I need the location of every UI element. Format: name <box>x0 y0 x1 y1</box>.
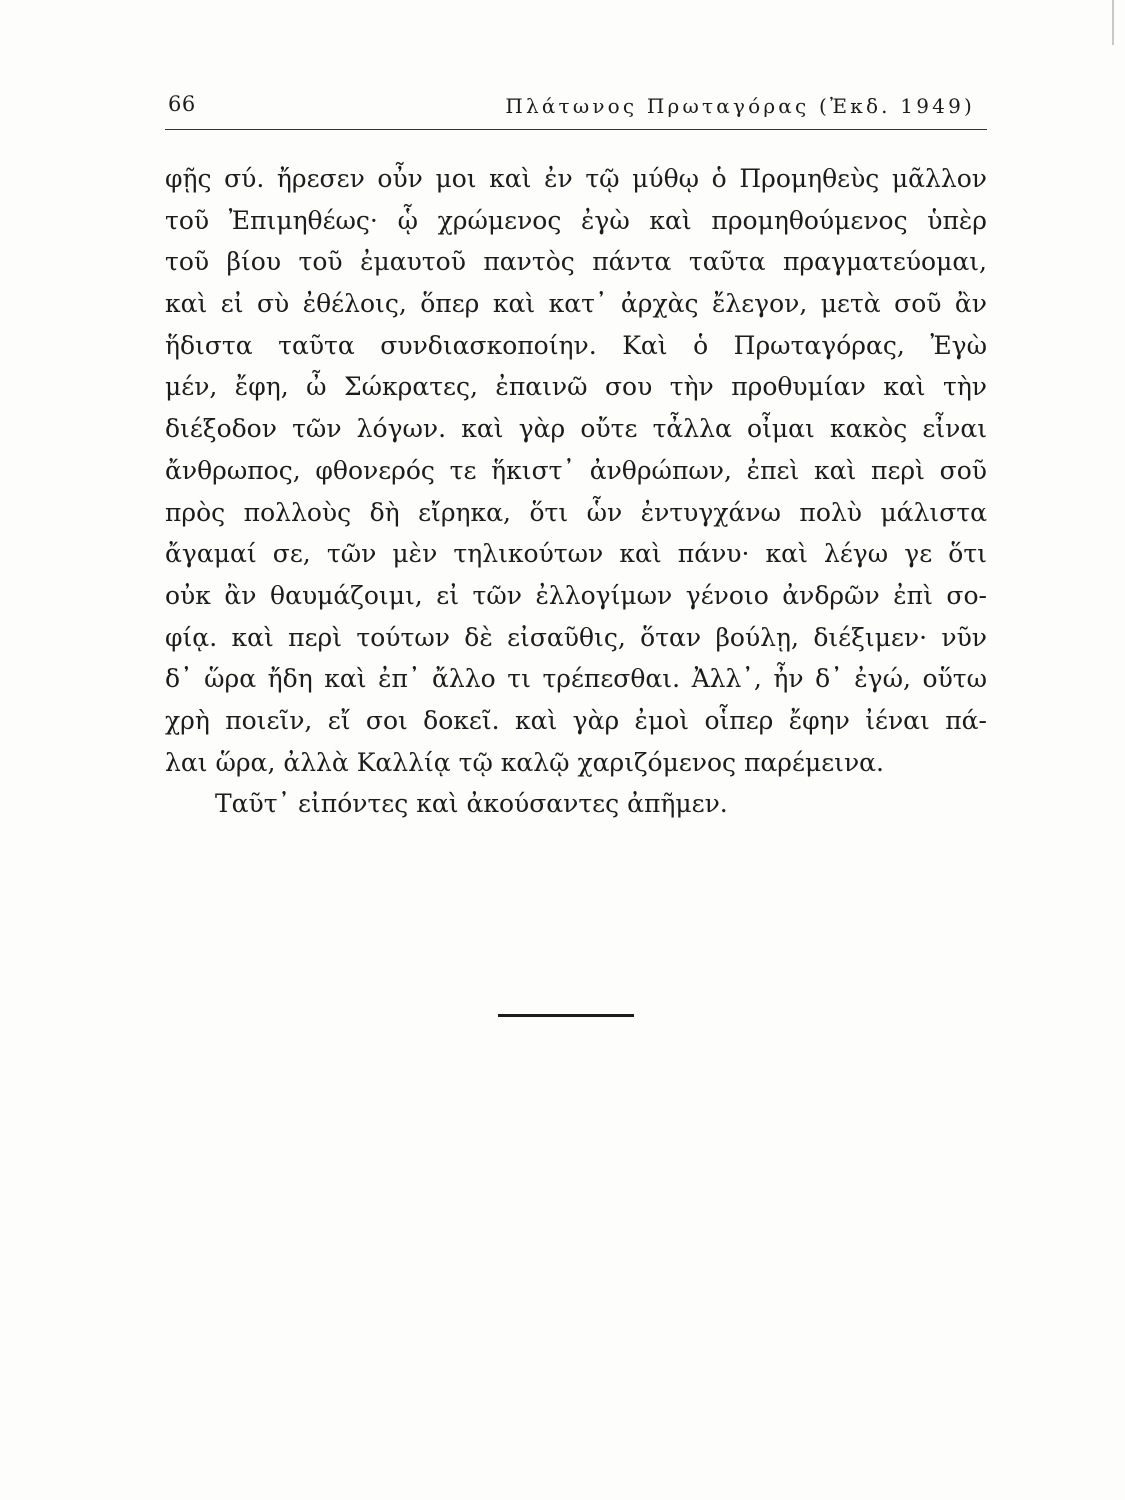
scan-edge-mark <box>1112 0 1114 45</box>
text-line: ἄνθρωπος, φθονερός τε ἥκιστ᾿ ἀνθρώπων, ἐπεὶ καὶ περὶ σοῦ <box>165 455 987 485</box>
section-end-rule <box>498 1014 634 1017</box>
header-rule <box>165 129 987 130</box>
text-line: μέν, ἔφη, ὦ Σώκρατες, ἐπαινῶ σου τὴν προθυμίαν καὶ τὴν <box>165 372 987 402</box>
text-line: φίᾳ. καὶ περὶ τούτων δὲ εἰσαῦθις, ὅταν βούλῃ, διέξιμεν· νῦν <box>165 622 987 652</box>
body-text <box>165 158 987 825</box>
text-line: χρὴ ποιεῖν, εἴ σοι δοκεῖ. καὶ γὰρ ἐμοὶ οἷπερ ἔφην ἰέναι πά- <box>165 705 987 735</box>
page-number: 66 <box>168 92 196 116</box>
text-line: διέξοδον τῶν λόγων. καὶ γὰρ οὔτε τἆλλα οἶμαι κακὸς εἶναι <box>165 414 987 444</box>
page-header <box>165 92 985 128</box>
text-line: πρὸς πολλοὺς δὴ εἴρηκα, ὅτι ὧν ἐντυγχάνω πολὺ μάλιστα <box>165 497 987 527</box>
text-line: λαι ὥρα, ἀλλὰ Καλλίᾳ τῷ καλῷ χαριζόμενος παρέμεινα. <box>165 747 884 777</box>
text-line: τοῦ Ἐπιμηθέως· ᾧ χρώμενος ἐγὼ καὶ προμηθούμενος ὑπὲρ <box>165 205 987 235</box>
text-line: φῇς σύ. ἤρεσεν οὖν μοι καὶ ἐν τῷ μύθῳ ὁ Προμηθεὺς μᾶλλον <box>165 164 987 193</box>
text-line: δ᾿ ὥρα ἤδη καὶ ἐπ᾿ ἄλλο τι τρέπεσθαι. Ἀλλ᾿, ἦν δ᾿ ἐγώ, οὕτω <box>165 664 987 694</box>
text-line: τοῦ βίου τοῦ ἐμαυτοῦ παντὸς πάντα ταῦτα πραγματεύομαι, <box>165 247 987 277</box>
text-line: ἥδιστα ταῦτα συνδιασκοποίην. Καὶ ὁ Πρωταγόρας, Ἐγὼ <box>165 330 987 360</box>
text-line: ἄγαμαί σε, τῶν μὲν τηλικούτων καὶ πάνυ· καὶ λέγω γε ὅτι <box>165 539 987 569</box>
text-line: καὶ εἰ σὺ ἐθέλοις, ὅπερ καὶ κατ᾿ ἀρχὰς ἔλεγον, μετὰ σοῦ ἂν <box>165 289 987 319</box>
text-line-final: Ταῦτ᾿ εἰπόντες καὶ ἀκούσαντες ἀπῆμεν. <box>215 789 728 819</box>
text-line: οὐκ ἂν θαυμάζοιμι, εἰ τῶν ἐλλογίμων γένοιο ἀνδρῶν ἐπὶ σο- <box>165 580 987 610</box>
running-title: Πλάτωνος Πρωταγόρας (Ἐκδ. 1949) <box>505 94 975 118</box>
